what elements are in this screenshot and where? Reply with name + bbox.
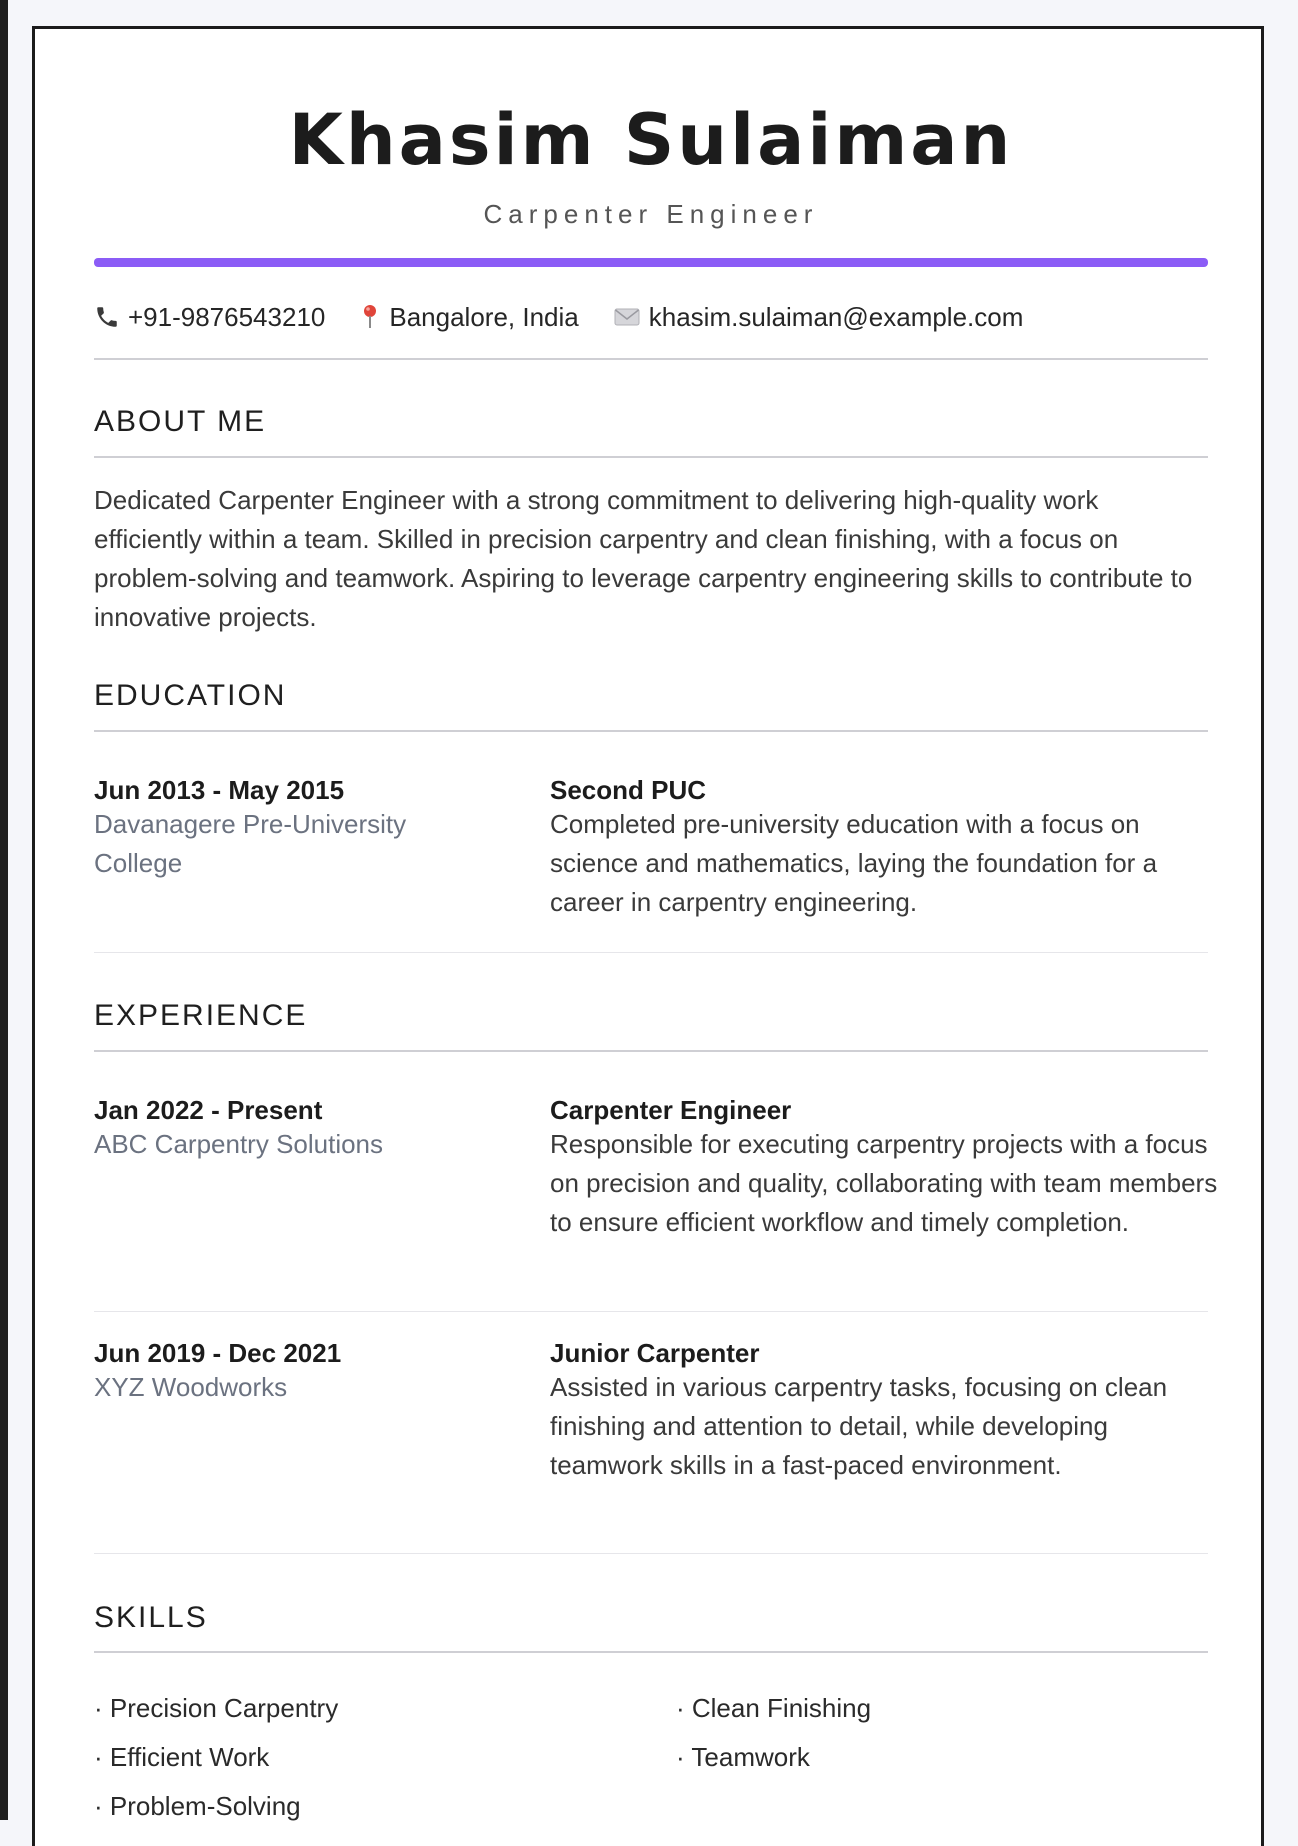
contact-email <box>613 302 1024 333</box>
entry-divider <box>94 1553 1208 1554</box>
accent-bar <box>94 258 1208 267</box>
about-heading-rule <box>94 456 1208 458</box>
entry-company: XYZ Woodworks <box>94 1372 288 1402</box>
map-pin-icon <box>359 303 381 331</box>
experience-heading: EXPERIENCE <box>94 999 308 1032</box>
skills-heading-rule <box>94 1651 1208 1653</box>
entry-description: Responsible for executing carpentry projects with a focus on precision and quality, collaborating with team members to ensure efficient workflow and timely completion. <box>550 1129 1218 1237</box>
entry-title: Second PUC <box>550 775 707 805</box>
entry-dates: Jun 2013 - May 2015 <box>94 775 345 805</box>
education-heading: EDUCATION <box>94 679 287 712</box>
location-text: Bangalore, India <box>389 301 579 332</box>
skill-item: · Precision Carpentry <box>94 1693 339 1723</box>
email-link[interactable]: khasim.sulaiman@example.com <box>648 301 1024 332</box>
entry-title: Carpenter Engineer <box>550 1095 792 1125</box>
candidate-name: Khasim Sulaiman <box>288 99 1014 181</box>
skill-item: · Teamwork <box>676 1742 810 1772</box>
entry-divider <box>94 1311 1208 1312</box>
experience-heading-rule <box>94 1050 1208 1052</box>
phone-icon <box>94 304 120 330</box>
candidate-role: Carpenter Engineer <box>483 199 819 229</box>
entry-institution: Davanagere Pre-University College <box>94 809 407 878</box>
phone-text: +91-9876543210 <box>128 301 326 332</box>
about-text: Dedicated Carpenter Engineer with a strong commitment to delivering high-quality work efficiently within a team. Skilled in precision carpentry and clean finishing, with a focus on problem-solving and teamwork. Aspiring to leverage carpentry engineering skills to contribute to innovative projects. <box>94 485 1193 632</box>
envelope-icon <box>613 306 641 328</box>
entry-description: Assisted in various carpentry tasks, focusing on clean finishing and attention to detail, while developing teamwork skills in a fast-paced environment. <box>550 1372 1168 1480</box>
skill-item: · Problem-Solving <box>94 1791 301 1821</box>
window-edge <box>0 0 8 1820</box>
entry-dates: Jun 2019 - Dec 2021 <box>94 1338 342 1368</box>
entry-description: Completed pre-university education with a focus on science and mathematics, laying the foundation for a career in carpentry engineering. <box>550 809 1158 917</box>
education-heading-rule <box>94 730 1208 732</box>
skills-heading: SKILLS <box>94 1601 208 1634</box>
about-heading: ABOUT ME <box>94 405 267 438</box>
contact-phone <box>94 302 325 333</box>
entry-dates: Jan 2022 - Present <box>94 1095 323 1125</box>
entry-divider <box>94 952 1208 953</box>
contact-location <box>359 302 578 333</box>
skill-item: · Efficient Work <box>94 1742 270 1772</box>
entry-title: Junior Carpenter <box>550 1338 760 1368</box>
contact-row <box>94 299 1057 335</box>
resume-page <box>32 26 1264 1846</box>
skill-item: · Clean Finishing <box>676 1693 872 1723</box>
entry-company: ABC Carpentry Solutions <box>94 1129 384 1159</box>
contact-divider <box>94 358 1208 360</box>
